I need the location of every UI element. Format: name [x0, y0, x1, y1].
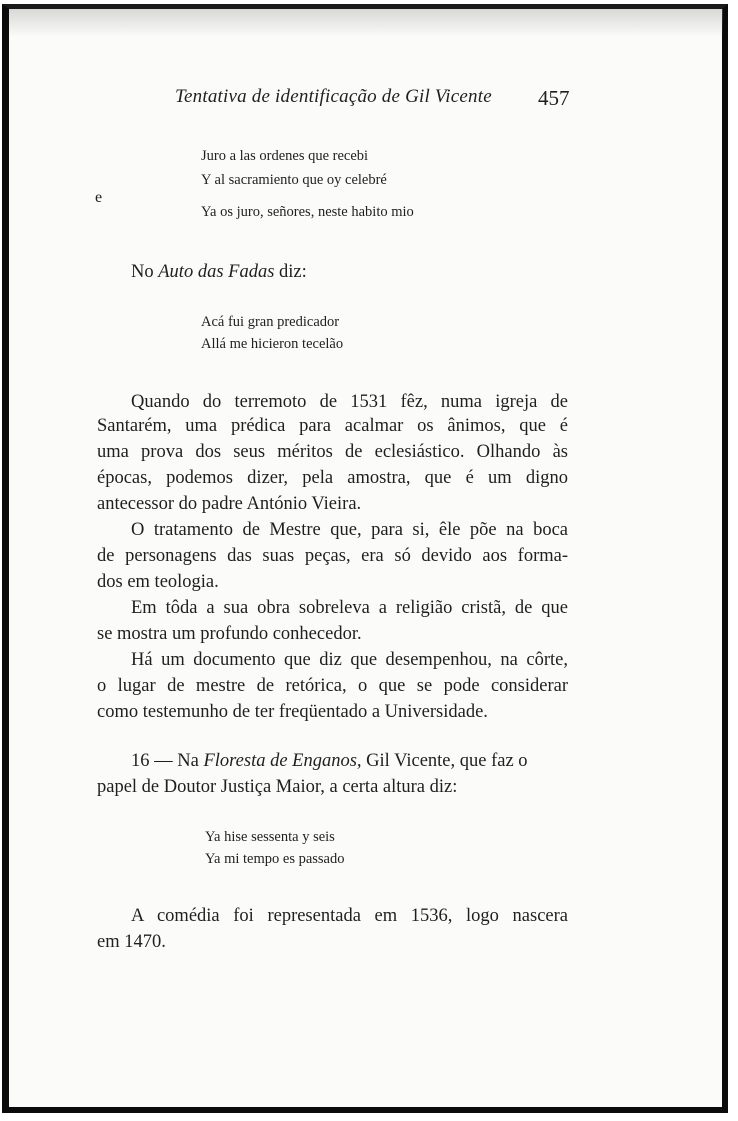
para1-line-3: uma prova dos seus méritos de eclesiástico. Olhando às: [97, 442, 568, 462]
section16-prefix: 16 — Na: [131, 751, 204, 771]
para2-line-2: de personagens das suas peças, era só devido aos forma-: [97, 546, 568, 566]
section16-line-1: [131, 751, 528, 772]
para1-line-2: Santarém, uma prédica para acalmar os ânimos, que é: [97, 416, 568, 436]
section16-line-2: papel de Doutor Justiça Maior, a certa altura diz:: [97, 777, 458, 797]
work-title-auto-das-fadas: Auto das Fadas: [158, 262, 275, 282]
para4-line-3: como testemunho de ter freqüentado a Universidade.: [97, 702, 488, 722]
para1-line-4: épocas, podemos dizer, pela amostra, que é um digno: [97, 468, 568, 488]
work-title-floresta-de-enganos: Floresta de Enganos,: [203, 751, 362, 771]
quote2-line-1: Acá fui gran predicador: [201, 314, 340, 330]
intro-suffix: diz:: [274, 262, 307, 282]
conclusion-line-2: em 1470.: [97, 932, 166, 952]
scan-shadow: [9, 9, 723, 37]
para2-line-3: dos em teologia.: [97, 572, 219, 592]
para4-line-2: o lugar de mestre de retórica, o que se pode considerar: [97, 676, 568, 696]
intro-prefix: No: [131, 262, 159, 282]
para2-line-1: O tratamento de Mestre que, para si, êle põe na boca: [131, 520, 568, 540]
conclusion-line-1: A comédia foi representada em 1536, logo nascera: [131, 906, 568, 926]
quote1-line-1: Juro a las ordenes que recebi: [201, 148, 369, 164]
page-number: 457: [538, 86, 570, 110]
section16-suffix: Gil Vicente, que faz o: [361, 751, 528, 771]
connector-e: e: [95, 189, 103, 206]
running-title: Tentativa de identificação de Gil Vicente: [175, 86, 492, 107]
quote3-line-1: Ya hise sessenta y seis: [205, 829, 335, 845]
quote1-line-2: Y al sacramiento que oy celebré: [201, 172, 387, 188]
intro-auto-das-fadas: [131, 262, 307, 283]
quote3-line-2: Ya mi tempo es passado: [205, 851, 345, 867]
para3-line-1: Em tôda a sua obra sobreleva a religião cristã, de que: [131, 598, 568, 618]
para3-line-2: se mostra um profundo conhecedor.: [97, 624, 362, 644]
para4-line-1: Há um documento que diz que desempenhou, na côrte,: [131, 650, 568, 670]
quote2-line-2: Allá me hicieron tecelão: [201, 336, 344, 352]
para1-line-1: Quando do terremoto de 1531 fêz, numa igreja de: [131, 392, 568, 412]
para1-line-5: antecessor do padre António Vieira.: [97, 494, 362, 514]
quote1-line-3: Ya os juro, señores, neste habito mio: [201, 204, 414, 220]
